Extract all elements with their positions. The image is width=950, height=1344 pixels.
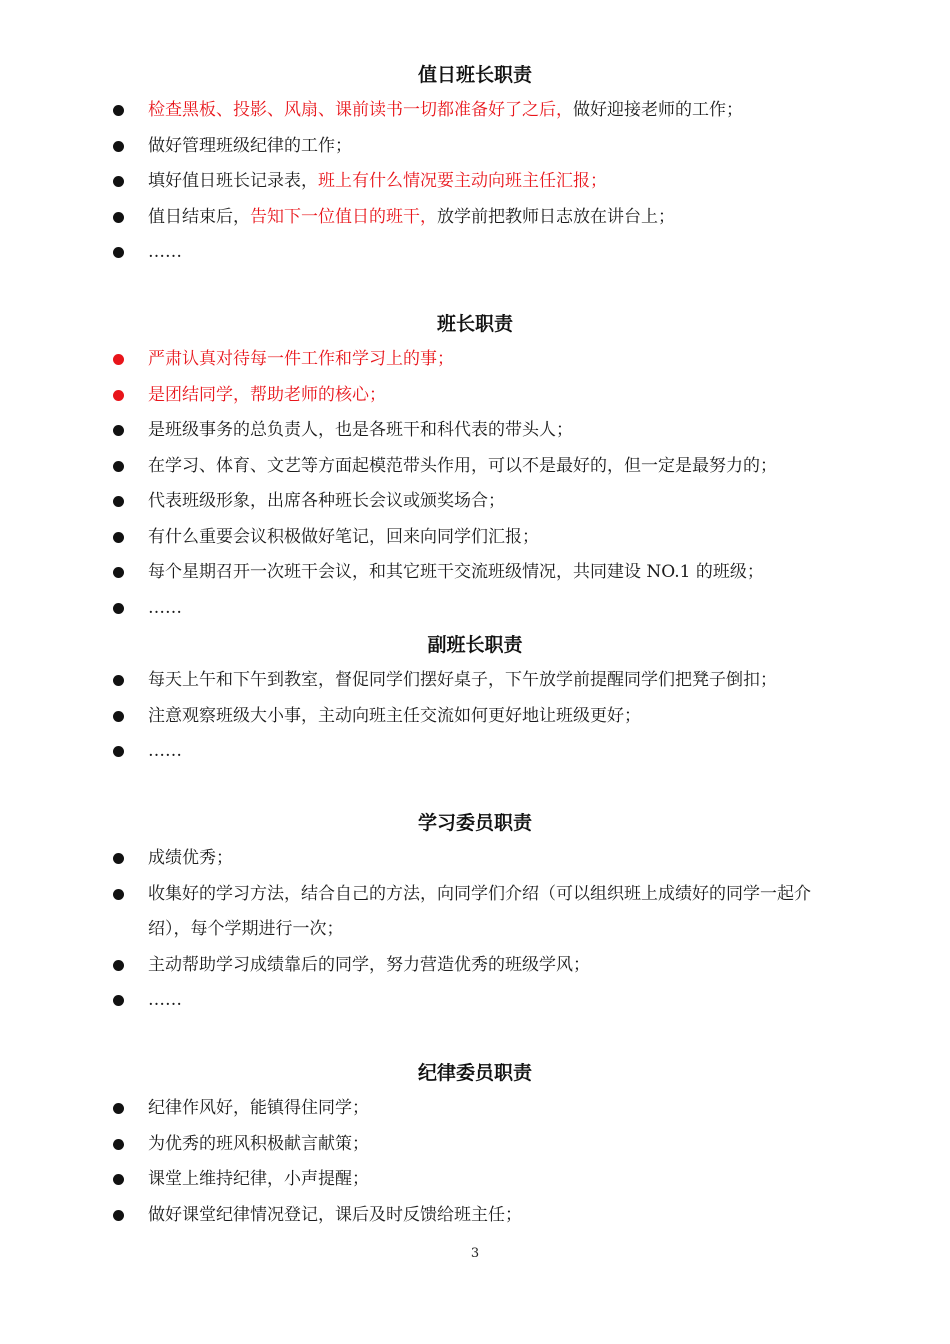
bullet-icon (113, 960, 124, 971)
section-study-commissioner (0, 805, 950, 1019)
bullet-icon (113, 995, 124, 1006)
section-title: 学习委员职责 (417, 812, 532, 834)
list-item (0, 591, 950, 627)
list-item (0, 948, 950, 984)
item-text: 收集好的学习方法，结合自己的方法，向同学们介绍（可以组织班上成绩好的同学一起介绍），每个学期进行一次； (148, 883, 811, 939)
bullet-icon (113, 889, 124, 900)
item-text: 在学习、体育、文艺等方面起模范带头作用，可以不是最好的，但一定是最努力的； (148, 455, 777, 476)
bullet-icon (113, 461, 124, 472)
section-title: 纪律委员职责 (417, 1062, 532, 1084)
duty-list (0, 663, 950, 770)
list-item (0, 449, 950, 485)
section-monitor (0, 306, 950, 626)
section-discipline-commissioner (0, 1055, 950, 1233)
item-text: …… (148, 990, 182, 1010)
bullet-icon (113, 1139, 124, 1150)
item-text: 课堂上维持纪律，小声提醒； (148, 1169, 369, 1189)
item-text: 填好值日班长记录表， (148, 171, 318, 191)
duty-list (0, 93, 950, 271)
bullet-icon (113, 247, 124, 258)
duty-list (0, 342, 950, 626)
bullet-icon (113, 711, 124, 722)
item-text: 有什么重要会议积极做好笔记，回来向同学们汇报； (148, 526, 539, 547)
bullet-icon (113, 532, 124, 543)
section-title: 副班长职责 (427, 634, 523, 656)
bullet-icon (113, 105, 124, 116)
bullet-icon (113, 567, 124, 578)
section-duty-monitor (0, 57, 950, 271)
item-text: 检查黑板、投影、风扇、课前读书一切都准备好了之后， (148, 100, 573, 120)
item-text: 主动帮助学习成绩靠后的同学，努力营造优秀的班级学风； (148, 954, 590, 975)
list-item (0, 342, 950, 378)
item-text: 是班级事务的总负责人，也是各班干和科代表的带头人； (148, 420, 573, 440)
duty-list (0, 1091, 950, 1233)
item-text: 告知下一位值日的班干， (250, 206, 437, 227)
list-item (0, 484, 950, 520)
bullet-icon (113, 1210, 124, 1221)
bullet-icon (113, 141, 124, 152)
list-item (0, 1198, 950, 1234)
section-title: 班长职责 (436, 313, 513, 335)
list-item (0, 413, 950, 449)
list-item (0, 1127, 950, 1163)
bullet-icon (113, 675, 124, 686)
bullet-icon (113, 390, 124, 401)
list-item (0, 129, 950, 165)
section-vice-monitor (0, 627, 950, 770)
list-item (0, 663, 950, 699)
item-text: 为优秀的班风积极献言献策； (148, 1133, 369, 1154)
list-item (0, 555, 950, 591)
list-item (0, 841, 950, 877)
list-item (0, 164, 950, 200)
list-item (0, 1091, 950, 1127)
list-item (0, 378, 950, 414)
item-text: 注意观察班级大小事，主动向班主任交流如何更好地让班级更好； (148, 705, 641, 726)
list-item (0, 983, 950, 1019)
bullet-icon (113, 746, 124, 757)
list-item (0, 200, 950, 236)
item-text: 代表班级形象，出席各种班长会议或颁奖场合； (148, 491, 505, 511)
bullet-icon (113, 354, 124, 365)
list-item (0, 699, 950, 735)
item-text: 每个星期召开一次班干会议，和其它班干交流班级情况，共同建设 NO.1 的班级； (148, 562, 764, 582)
item-text: …… (148, 597, 182, 618)
duty-list (0, 841, 950, 1019)
bullet-icon (113, 1174, 124, 1185)
item-text: 放学前把教师日志放在讲台上； (437, 206, 675, 227)
item-text: …… (148, 741, 182, 761)
item-text: 做好迎接老师的工作； (573, 100, 743, 120)
item-text: 严肃认真对待每一件工作和学习上的事； (148, 349, 454, 369)
list-item (0, 734, 950, 770)
list-item (0, 235, 950, 271)
item-text: 班上有什么情况要主动向班主任汇报； (318, 171, 607, 191)
item-text: 纪律作风好，能镇得住同学； (148, 1098, 369, 1118)
item-text: 每天上午和下午到教室，督促同学们摆好桌子，下午放学前提醒同学们把凳子倒扣； (148, 670, 777, 690)
bullet-icon (113, 1103, 124, 1114)
page-number: 3 (470, 1246, 480, 1261)
bullet-icon (113, 176, 124, 187)
list-item (0, 93, 950, 129)
item-text: 是团结同学，帮助老师的核心； (148, 384, 386, 405)
bullet-icon (113, 212, 124, 223)
section-title: 值日班长职责 (417, 64, 532, 86)
bullet-icon (113, 853, 124, 864)
bullet-icon (113, 425, 124, 436)
item-text: 成绩优秀； (148, 848, 233, 868)
list-item (0, 520, 950, 556)
list-item (0, 877, 950, 948)
item-text: 做好管理班级纪律的工作； (148, 135, 352, 156)
item-text: 值日结束后， (148, 206, 250, 227)
item-text: …… (148, 242, 182, 262)
bullet-icon (113, 496, 124, 507)
item-text: 做好课堂纪律情况登记，课后及时反馈给班主任； (148, 1204, 522, 1225)
list-item (0, 1162, 950, 1198)
bullet-icon (113, 603, 124, 614)
